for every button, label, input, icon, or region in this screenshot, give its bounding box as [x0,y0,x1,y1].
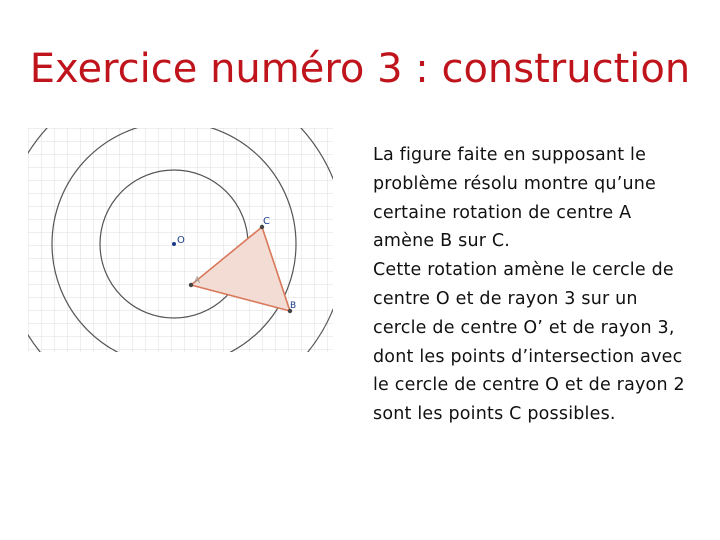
explanation-text [373,141,693,429]
figure-svg [28,128,333,352]
explanation-paragraph-2: Cette rotation amène le cercle de centre O et de rayon 3 sur un cercle de centre O’ et de rayon 3, dont les points d’intersection avec le cercle de centre O et de rayon 2 sont les points C possibles. [373,260,685,425]
point-A [189,283,193,287]
explanation-paragraph-1: La figure faite en supposant le problème résolu montre qu’une certaine rotation de centre A amène B sur C. [373,145,657,252]
slide-title: Exercice numéro 3 : construction [29,46,691,92]
label-B: B [290,301,297,311]
geometry-figure [28,128,333,352]
label-C: C [263,216,270,227]
label-O: O [177,235,185,246]
label-A: A [194,276,201,286]
point-O [172,242,176,246]
